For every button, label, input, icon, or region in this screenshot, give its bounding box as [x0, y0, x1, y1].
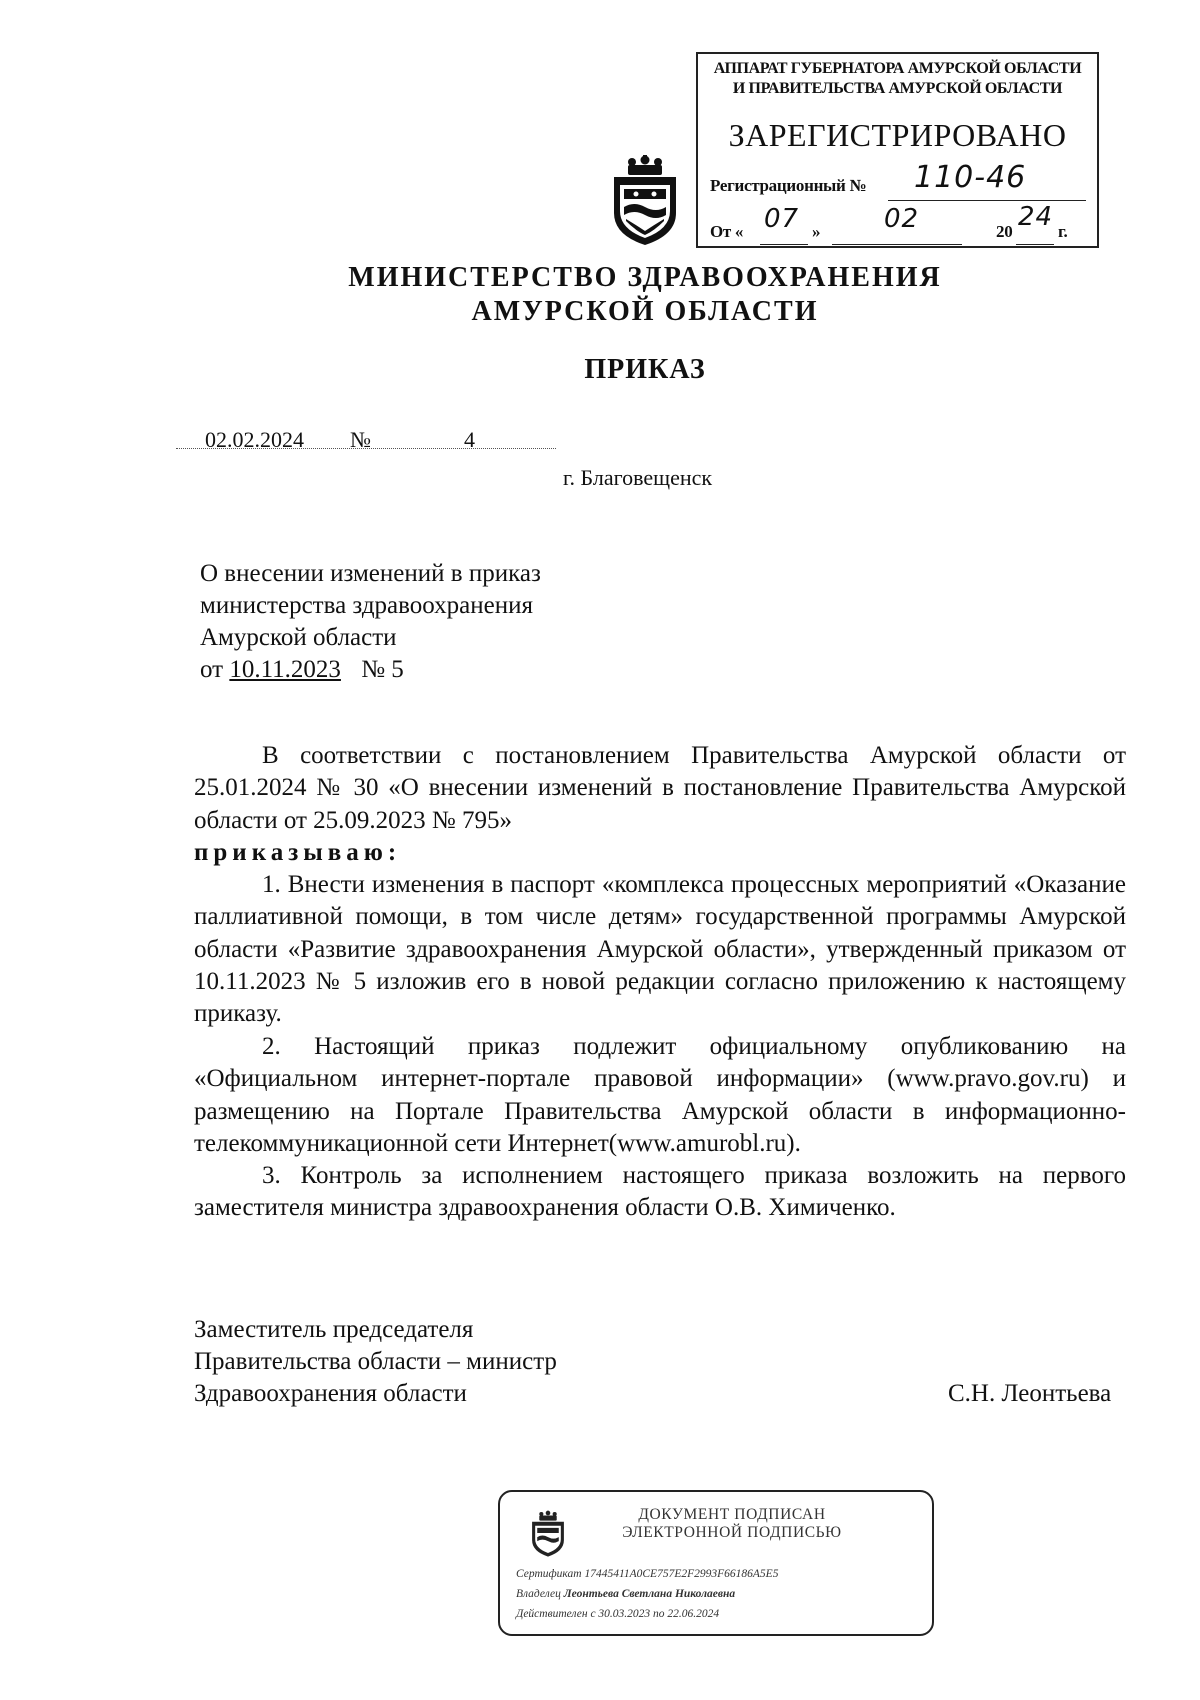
esign-owner-value: Леонтьева Светлана Николаевна: [563, 1588, 736, 1600]
esign-head-line1: ДОКУМЕНТ ПОДПИСАН: [638, 1506, 826, 1523]
stamp-day-underline: [760, 244, 808, 245]
stamp-reg-number-label: Регистрационный №: [710, 176, 867, 195]
esign-valid-to: 22.06.2024: [667, 1608, 720, 1620]
subject-line4: [200, 654, 404, 686]
order-item-3: 3. Контроль за исполнением настоящего приказа возложить на первого заместителя министра здравоохранения области О.В. Химиченко.: [194, 1162, 1126, 1222]
esign-emblem: [528, 1510, 568, 1558]
stamp-month-underline: [832, 244, 962, 245]
subject-line1: О внесении изменений в приказ: [200, 560, 541, 587]
esign-owner-row: [516, 1588, 735, 1600]
signatory-title-line1: Заместитель председателя: [194, 1316, 474, 1343]
city-name: г. Благовещенск: [563, 465, 713, 490]
preamble-paragraph: В соответствии с постановлением Правительства Амурской области от 25.01.2024 № 30 «О внесении изменений в постановление Правительства Амурской области от 25.09.2023 № 795»: [194, 742, 1126, 834]
stamp-org-line1: АППАРАТ ГУБЕРНАТОРА АМУРСКОЙ ОБЛАСТИ: [713, 60, 1082, 77]
ministry-name-line2: АМУРСКОЙ ОБЛАСТИ: [471, 296, 819, 327]
subject-date-prefix: от: [200, 656, 224, 683]
stamp-year-g: г.: [1058, 222, 1068, 241]
stamp-date-month: 02: [884, 204, 920, 234]
esign-valid-from: 30.03.2023: [598, 1608, 651, 1620]
stamp-reg-number-value: 110-46: [914, 160, 1027, 195]
esign-certificate-row: [516, 1568, 778, 1580]
stamp-reg-number-underline: [888, 200, 1086, 201]
subject-number: № 5: [361, 656, 404, 683]
order-date: 02.02.2024: [205, 427, 304, 452]
stamp-year-prefix: 20: [996, 222, 1013, 241]
stamp-year-underline: [1016, 244, 1054, 245]
esign-validity-row: [516, 1608, 719, 1620]
signatory-name: С.Н. Леонтьева: [948, 1380, 1112, 1407]
registration-stamp: [696, 52, 1099, 248]
ministry-name-line1: МИНИСТЕРСТВО ЗДРАВООХРАНЕНИЯ: [348, 262, 942, 293]
esign-cert-label: Сертификат: [516, 1568, 582, 1580]
order-item-1: 1. Внести изменения в паспорт «комплекса процессных мероприятий «Оказание паллиативной помощи, в том числе детям» государственной программы Амурской области «Развитие здравоохранения Амурской области», утвержденный приказом от 10.11.2023 № 5 изложив его в новой редакции согласно приложению к настоящему приказу.: [194, 871, 1126, 1028]
stamp-org-line2: И ПРАВИТЕЛЬСТВА АМУРСКОЙ ОБЛАСТИ: [732, 80, 1063, 97]
electronic-signature-box: [498, 1490, 934, 1636]
esign-valid-label: Действителен: [516, 1608, 588, 1620]
document-type-title: ПРИКАЗ: [584, 354, 706, 385]
signatory-title-line2: Правительства области – министр: [194, 1348, 557, 1375]
order-item-2: 2. Настоящий приказ подлежит официальному опубликованию на «Официальном интернет-портале правовой информации» (www.pravo.gov.ru) и размещению на Портале Правительства Амурской области в информационно-телекоммуникационной сети Интернет(www.amurobl.ru).: [194, 1033, 1126, 1157]
order-number: 4: [464, 427, 475, 452]
coat-of-arms-emblem: [606, 155, 684, 247]
subject-date: 10.11.2023: [229, 656, 341, 683]
stamp-registered-label: ЗАРЕГИСТРИРОВАНО: [728, 117, 1067, 153]
stamp-date-day: 07: [764, 204, 800, 234]
signatory-title-line3: Здравоохранения области: [194, 1380, 467, 1407]
esign-valid-from-label: с: [590, 1608, 596, 1620]
subject-line2: министерства здравоохранения: [200, 592, 533, 619]
esign-cert-value: 17445411A0CE757E2F2993F66186A5E5: [584, 1568, 779, 1580]
stamp-date-close-quote: »: [812, 222, 821, 241]
esign-head-line2: ЭЛЕКТРОННОЙ ПОДПИСЬЮ: [622, 1524, 842, 1541]
esign-owner-label: Владелец: [516, 1588, 561, 1600]
esign-valid-to-label: по: [653, 1608, 665, 1620]
stamp-year-suffix: 24: [1018, 202, 1054, 232]
order-number-label: №: [350, 427, 371, 452]
order-word: приказываю:: [194, 839, 402, 866]
subject-line3: Амурской области: [200, 624, 397, 651]
stamp-date-from-label: От «: [710, 222, 744, 241]
